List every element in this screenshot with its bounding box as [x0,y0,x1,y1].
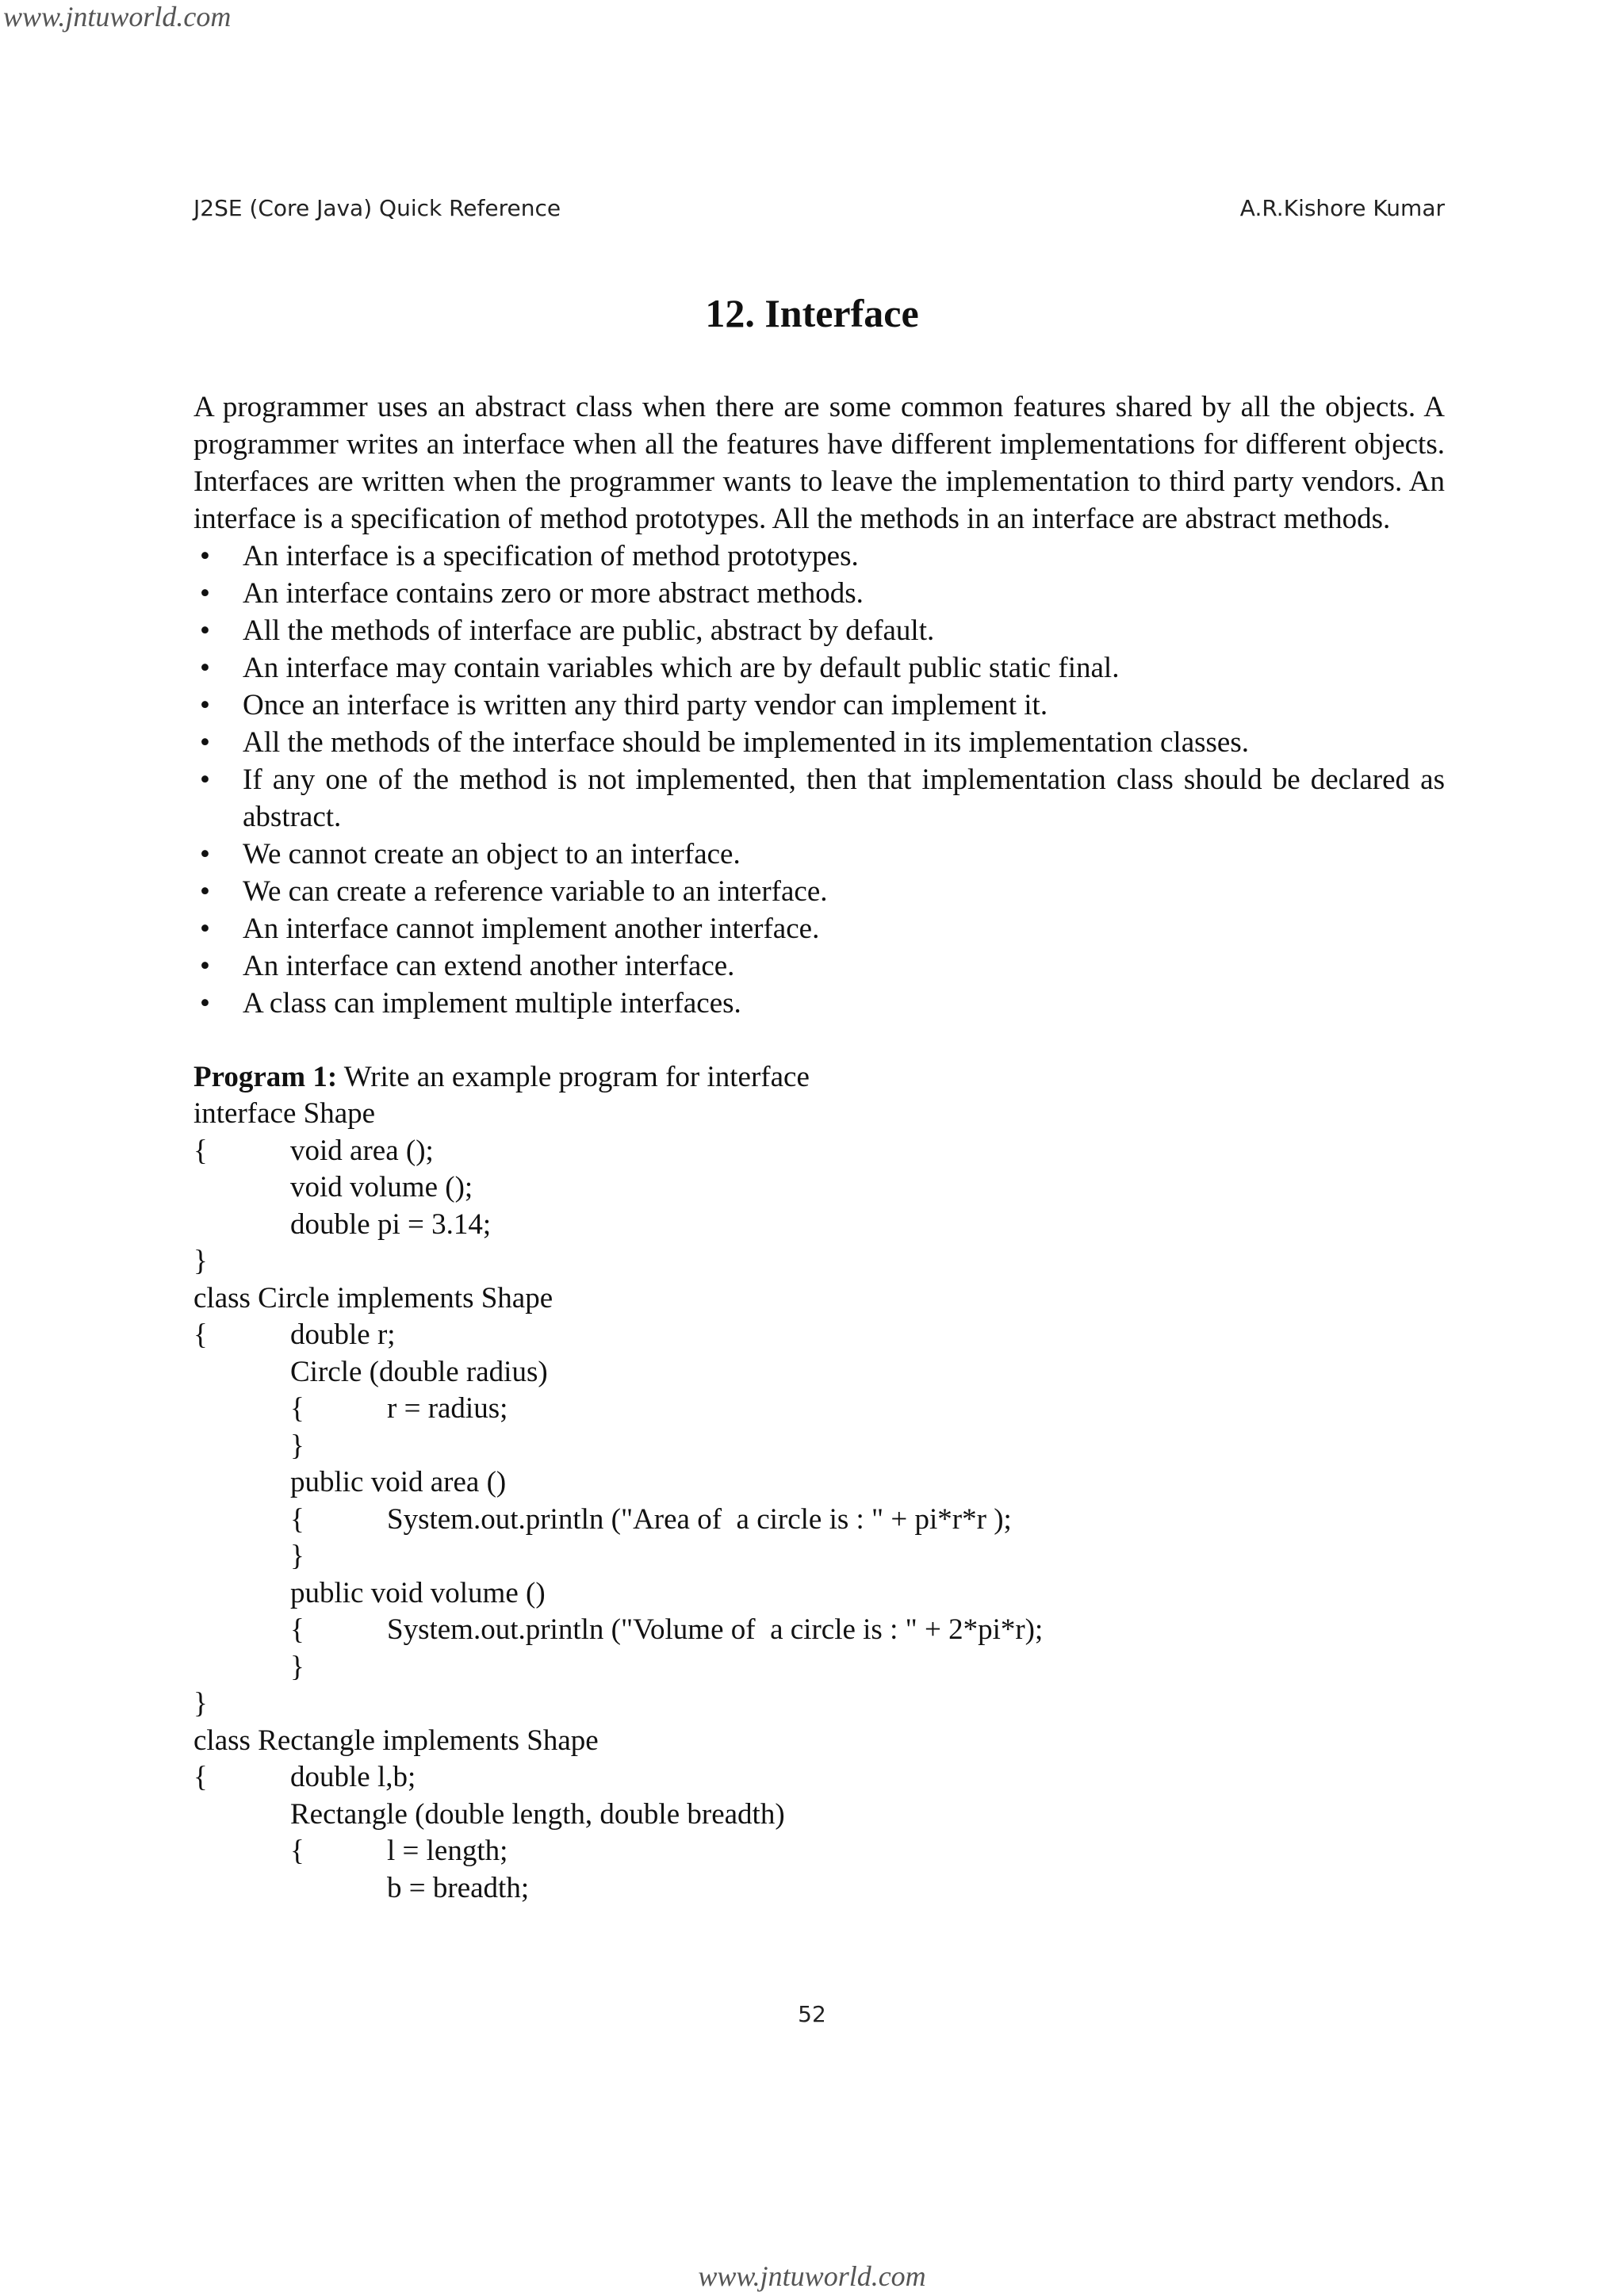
code-line [193,1833,1445,1870]
code-text: Circle (double radius) [290,1355,548,1388]
code-line [193,1649,1445,1686]
code-brace: { [290,1502,304,1536]
running-header-author: A.R.Kishore Kumar [1239,195,1445,221]
code-text: class Rectangle implements Shape [193,1724,599,1757]
code-brace: { [290,1835,304,1867]
program-heading [193,1058,1445,1096]
code-line [193,1207,1445,1244]
code-line [193,1133,1445,1170]
list-item: • An interface contains zero or more abstract methods. [193,575,1445,612]
list-item: • If any one of the method is not implemented, then that implementation class should be declared as abstract. [193,761,1445,836]
code-brace: { [193,1134,208,1167]
code-text: class Circle implements Shape [193,1281,553,1314]
code-text: public void area () [290,1466,507,1498]
code-text: } [290,1540,304,1572]
watermark-top: www.jntuworld.com [3,1,232,33]
code-text: b = breadth; [387,1871,530,1904]
bullet-icon: • [200,689,210,721]
list-item: • A class can implement multiple interfaces. [193,985,1445,1022]
running-header-title: J2SE (Core Java) Quick Reference [193,195,561,221]
code-text: System.out.println ("Area of a circle is : " + pi*r*r ); [387,1502,1012,1536]
code-brace: { [193,1318,208,1351]
page-number: 52 [798,2001,826,2027]
code-line [193,1502,1445,1539]
code-line [193,1096,1445,1133]
list-item: • We can create a reference variable to an interface. [193,873,1445,910]
page-body [193,388,1445,1907]
bullet-icon: • [200,987,210,1020]
list-item: • An interface is a specification of method prototypes. [193,538,1445,575]
code-text: System.out.println ("Volume of a circle is : " + 2*pi*r); [387,1613,1044,1646]
code-line [193,1428,1445,1465]
code-brace: { [290,1392,304,1425]
bullet-icon: • [200,950,210,982]
list-item: • We cannot create an object to an interface. [193,836,1445,873]
list-item: • An interface may contain variables which are by default public static final. [193,649,1445,687]
interface-rules-list [193,538,1445,1022]
code-line [193,1759,1445,1797]
code-line [193,1280,1445,1318]
bullet-icon: • [200,652,210,684]
code-text: r = radius; [387,1392,508,1425]
code-text: double l,b; [290,1761,416,1793]
code-line [193,1797,1445,1834]
chapter-title: 12. Interface [705,291,919,335]
code-line [193,1464,1445,1502]
bullet-icon: • [200,875,210,908]
code-brace: { [193,1761,208,1793]
code-line [193,1612,1445,1649]
list-item: • An interface can extend another interface. [193,947,1445,985]
code-text: } [290,1650,304,1683]
code-line [193,1686,1445,1723]
code-line [193,1391,1445,1428]
bullet-icon: • [200,913,210,945]
bullet-icon: • [200,763,210,796]
list-item: • All the methods of interface are public, abstract by default. [193,612,1445,649]
code-line [193,1354,1445,1391]
code-text: interface Shape [193,1097,376,1130]
code-text: public void volume () [290,1576,546,1609]
code-line [193,1169,1445,1207]
code-line [193,1317,1445,1354]
code-line [193,1575,1445,1613]
code-text: void area (); [290,1134,434,1167]
code-line [193,1243,1445,1280]
code-line [193,1538,1445,1575]
program-description: Write an example program for interface [337,1061,810,1093]
program-label: Program 1: [193,1061,338,1093]
code-text: double pi = 3.14; [290,1207,492,1241]
code-text: l = length; [387,1835,508,1867]
list-item: • An interface cannot implement another interface. [193,910,1445,947]
bullet-icon: • [200,726,210,759]
code-line [193,1870,1445,1908]
code-text: } [193,1687,208,1720]
program-section [193,1058,1445,1907]
list-item: • Once an interface is written any third party vendor can implement it. [193,687,1445,724]
list-item: • All the methods of the interface should be implemented in its implementation classes. [193,724,1445,761]
bullet-icon: • [200,540,210,572]
bullet-icon: • [200,838,210,871]
code-text: Rectangle (double length, double breadth) [290,1797,785,1831]
code-line [193,1723,1445,1760]
code-text: void volume (); [290,1171,473,1203]
intro-paragraph: A programmer uses an abstract class when there are some common features shared by all the objects. A programmer writes an interface when all the features have different implementations for different objects. Interfaces are written when the programmer wants to leave the implementation to third party vendors. An interface is a specification of method prototypes. All the methods in an interface are abstract methods. [193,391,1445,535]
code-brace: { [290,1613,304,1646]
bullet-icon: • [200,577,210,610]
code-text: } [193,1245,208,1277]
code-text: } [290,1429,304,1462]
bullet-icon: • [200,614,210,647]
code-text: double r; [290,1318,396,1351]
watermark-bottom: www.jntuworld.com [698,2260,926,2292]
code-block [193,1096,1445,1907]
